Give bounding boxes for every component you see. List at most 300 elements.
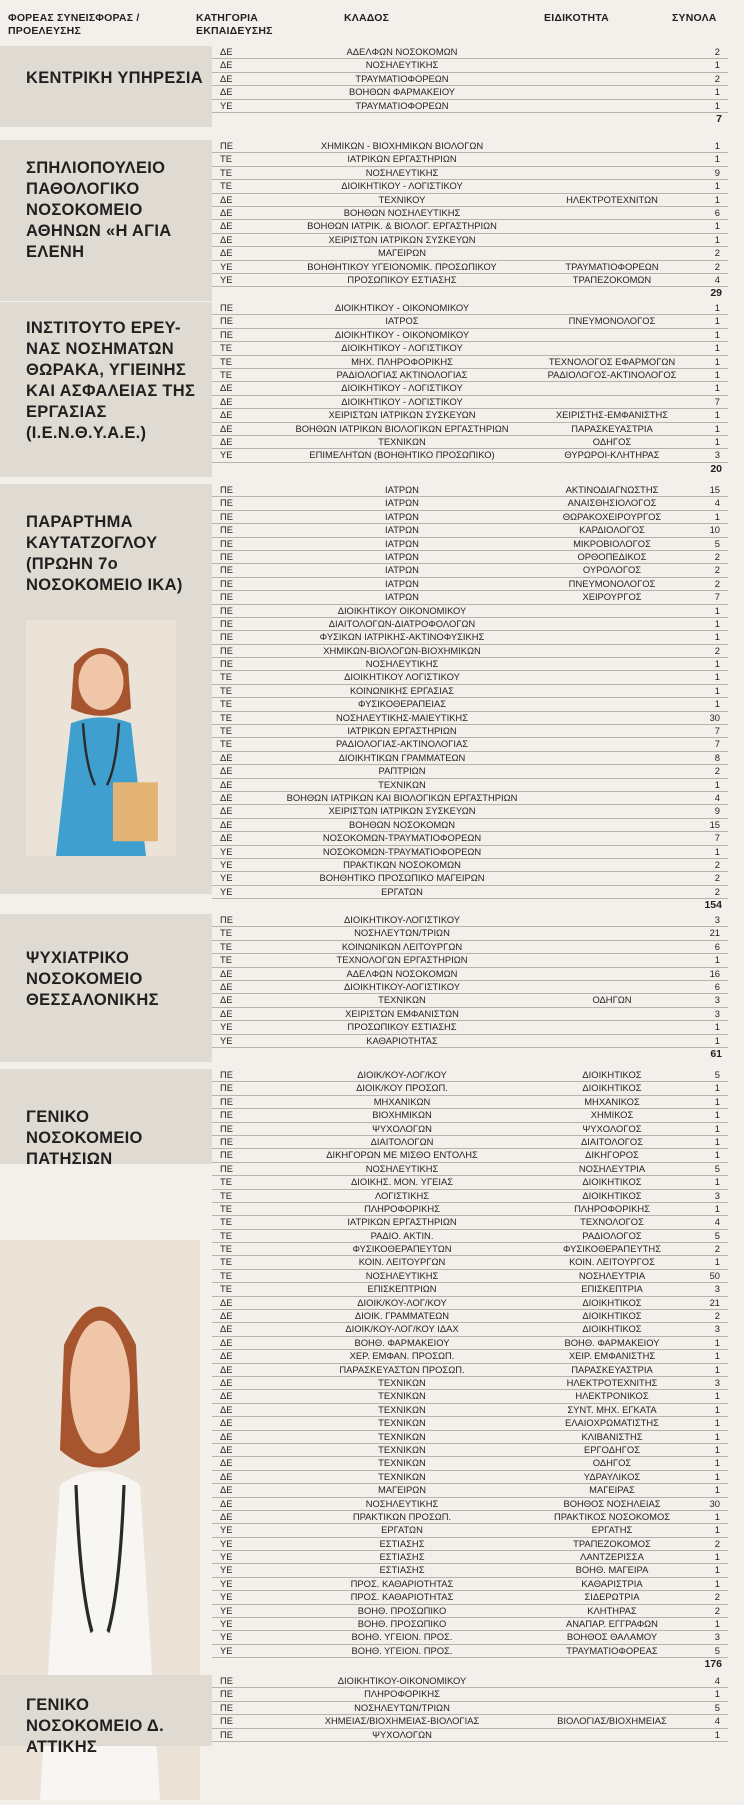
category-cell: ΔΕ <box>220 382 233 394</box>
count-cell: 6 <box>714 206 720 218</box>
count-cell: 2 <box>714 564 720 576</box>
branch-cell: ΤΕΧΝΙΚΩΝ <box>378 1403 426 1415</box>
category-cell: ΠΕ <box>220 914 234 925</box>
branch-cell: ΒΟΗΘΗΤΙΚΟ ΠΡΟΣΩΠΙΚΟ ΜΑΓΕΙΡΩΝ <box>319 872 485 884</box>
category-cell: ΔΕ <box>220 1417 233 1429</box>
branch-cell: ΧΗΜΙΚΩΝ-ΒΙΟΛΟΓΩΝ-ΒΙΟΧΗΜΙΚΩΝ <box>323 644 481 656</box>
count-cell: 2 <box>714 260 720 272</box>
count-cell: 2 <box>714 644 720 656</box>
count-cell: 1 <box>714 1363 720 1375</box>
count-cell: 7 <box>714 591 720 603</box>
table-row <box>212 1551 728 1564</box>
category-cell: ΠΕ <box>220 658 234 670</box>
category-cell: ΔΕ <box>220 1457 233 1469</box>
category-cell: ΤΕ <box>220 1269 232 1281</box>
specialty-cell: ΔΙΟΙΚΗΤΙΚΟΣ <box>582 1189 642 1201</box>
table-row <box>212 927 728 940</box>
table-row <box>212 207 728 220</box>
branch-cell: ΔΙΟΙΚ. ΓΡΑΜΜΑΤΕΩΝ <box>354 1310 450 1322</box>
branch-cell: ΔΙΟΙΚΗΤΙΚΟΥ-ΟΙΚΟΝΟΜΙΚΟΥ <box>337 1675 467 1686</box>
count-cell: 6 <box>714 940 720 952</box>
count-cell: 1 <box>714 1510 720 1522</box>
table-row <box>212 578 728 591</box>
table-row <box>212 1337 728 1350</box>
table-row <box>212 1163 728 1176</box>
count-cell: 4 <box>714 497 720 509</box>
branch-cell: ΧΕΙΡΙΣΤΩΝ ΕΜΦΑΝΙΣΤΩΝ <box>345 1007 459 1019</box>
branch-cell: ΙΑΤΡΩΝ <box>385 537 419 549</box>
specialty-cell: ΔΙΟΙΚΗΤΙΚΟΣ <box>582 1176 642 1188</box>
count-cell: 1 <box>714 1095 720 1107</box>
specialty-cell: ΟΔΗΓΩΝ <box>592 994 632 1006</box>
category-cell: ΠΕ <box>220 1162 234 1174</box>
count-cell: 1 <box>714 1034 720 1046</box>
branch-cell: ΤΡΑΥΜΑΤΙΟΦΟΡΕΩΝ <box>355 99 449 111</box>
branch-cell: ΔΙΟΙΚΗΤΙΚΟΥ-ΛΟΓΙΣΤΙΚΟΥ <box>343 980 461 992</box>
branch-cell: ΕΡΓΑΤΩΝ <box>381 1524 423 1536</box>
section-table <box>212 1675 728 1742</box>
category-cell: ΔΕ <box>220 994 233 1006</box>
category-cell: ΔΕ <box>220 1430 233 1442</box>
specialty-cell: ΒΟΗΘ. ΦΑΡΜΑΚΕΙΟΥ <box>564 1336 660 1348</box>
nurse-photo <box>26 620 176 856</box>
category-cell: ΤΕ <box>220 153 232 165</box>
table-row <box>212 846 728 859</box>
specialty-cell: ΠΝΕΥΜΟΝΟΛΟΓΟΣ <box>568 315 656 327</box>
category-cell: ΔΕ <box>220 980 233 992</box>
specialty-cell: ΟΔΗΓΟΣ <box>592 435 632 447</box>
category-cell: ΥΕ <box>220 858 233 870</box>
table-row <box>212 1243 728 1256</box>
specialty-cell: ΛΑΝΤΖΕΡΙΣΣΑ <box>580 1551 644 1563</box>
count-cell: 2 <box>714 1591 720 1603</box>
category-cell: ΠΕ <box>220 302 234 313</box>
specialty-cell: ΚΛΗΤΗΡΑΣ <box>587 1604 637 1616</box>
table-row <box>212 1578 728 1591</box>
section-table <box>212 914 728 1061</box>
branch-cell: ΝΟΣΟΚΟΜΩΝ-ΤΡΑΥΜΑΤΙΟΦΟΡΕΩΝ <box>322 845 482 857</box>
branch-cell: ΦΥΣΙΚΟΘΕΡΑΠΕΥΤΩΝ <box>352 1243 452 1255</box>
category-cell: ΤΕ <box>220 1189 232 1201</box>
branch-cell: ΤΕΧΝΙΚΩΝ <box>378 994 426 1006</box>
branch-cell: ΝΟΣΗΛΕΥΤΙΚΗΣ <box>365 166 439 178</box>
category-cell: ΠΕ <box>220 315 234 327</box>
count-cell: 3 <box>714 994 720 1006</box>
specialty-cell: ΟΥΡΟΛΟΓΟΣ <box>582 564 642 576</box>
branch-cell: ΠΡΑΚΤΙΚΩΝ ΠΡΟΣΩΠ. <box>352 1510 452 1522</box>
specialty-cell: ΕΛΑΙΟΧΡΩΜΑΤΙΣΤΗΣ <box>565 1417 659 1429</box>
table-row <box>212 954 728 967</box>
count-cell: 3 <box>714 1007 720 1019</box>
branch-cell: ΧΕΡ. ΕΜΦΑΝ. ΠΡΟΣΩΠ. <box>349 1350 455 1362</box>
branch-cell: ΤΡΑΥΜΑΤΙΟΦΟΡΕΩΝ <box>355 72 449 84</box>
category-cell: ΔΕ <box>220 72 233 84</box>
count-cell: 15 <box>709 818 720 830</box>
column-header-category: ΚΑΤΗΓΟΡΙΑ ΕΚΠΑΙΔΕΥΣΗΣ <box>196 12 273 37</box>
table-row <box>212 1216 728 1229</box>
category-cell: ΠΕ <box>220 1122 234 1134</box>
table-row <box>212 1350 728 1363</box>
specialty-cell: ΠΑΡΑΣΚΕΥΑΣΤΡΙΑ <box>571 422 653 434</box>
section-total: 20 <box>710 462 722 475</box>
table-row <box>212 1417 728 1430</box>
count-cell: 1 <box>714 315 720 327</box>
branch-cell: ΒΟΗΘ. ΠΡΟΣΩΠΙΚΟ <box>357 1604 447 1616</box>
branch-cell: ΜΑΓΕΙΡΩΝ <box>377 247 427 259</box>
branch-cell: ΤΕΧΝΙΚΩΝ <box>378 1430 426 1442</box>
table-row <box>212 423 728 436</box>
category-cell: ΔΕ <box>220 1443 233 1455</box>
branch-cell: ΝΟΣΗΛΕΥΤΙΚΗΣ <box>365 59 439 71</box>
count-cell: 2 <box>714 885 720 897</box>
table-row <box>212 1538 728 1551</box>
category-cell: ΠΕ <box>220 1109 234 1121</box>
table-row <box>212 605 728 618</box>
count-cell: 1 <box>714 778 720 790</box>
branch-cell: ΔΙΟΙΚ/ΚΟΥ-ΛΟΓ/ΚΟΥ ΙΔΑΧ <box>345 1323 459 1335</box>
branch-cell: ΕΣΤΙΑΣΗΣ <box>379 1537 425 1549</box>
table-row <box>212 658 728 671</box>
specialty-cell: ΧΕΙΡΟΥΡΓΟΣ <box>582 591 642 603</box>
count-cell: 1 <box>714 1457 720 1469</box>
specialty-cell: ΚΑΘΑΡΙΣΤΡΙΑ <box>581 1577 643 1589</box>
branch-cell: ΙΑΤΡΙΚΩΝ ΕΡΓΑΣΤΗΡΙΩΝ <box>347 1216 457 1228</box>
table-row <box>212 1008 728 1021</box>
table-row <box>212 234 728 247</box>
branch-cell: ΔΙΟΙΚΗΤΙΚΟΥ - ΟΙΚΟΝΟΜΙΚΟΥ <box>334 328 470 340</box>
branch-cell: ΙΑΤΡΩΝ <box>385 484 419 495</box>
table-row <box>212 1631 728 1644</box>
branch-cell: ΧΗΜΙΚΩΝ - ΒΙΟΧΗΜΙΚΩΝ ΒΙΟΛΟΓΩΝ <box>320 140 484 151</box>
category-cell: ΔΕ <box>220 1497 233 1509</box>
count-cell: 3 <box>714 449 720 461</box>
branch-cell: ΒΟΗΘΩΝ ΙΑΤΡΙΚΩΝ ΒΙΟΛΟΓΙΚΩΝ ΕΡΓΑΣΤΗΡΙΩΝ <box>295 422 509 434</box>
table-row <box>212 1123 728 1136</box>
count-cell: 3 <box>714 1376 720 1388</box>
specialty-cell: ΠΡΑΚΤΙΚΟΣ ΝΟΣΟΚΟΜΟΣ <box>553 1510 671 1522</box>
category-cell: ΔΕ <box>220 59 233 71</box>
count-cell: 1 <box>714 1470 720 1482</box>
count-cell: 1 <box>714 1135 720 1147</box>
category-cell: ΔΕ <box>220 1363 233 1375</box>
count-cell: 1 <box>714 1443 720 1455</box>
specialty-cell: ΤΡΑΥΜΑΤΙΟΦΟΡΕΑΣ <box>566 1644 658 1656</box>
count-cell: 1 <box>714 1350 720 1362</box>
count-cell: 4 <box>714 1216 720 1228</box>
branch-cell: ΠΡΟΣΩΠΙΚΟΥ ΕΣΤΙΑΣΗΣ <box>347 273 457 285</box>
count-cell: 1 <box>714 1149 720 1161</box>
count-cell: 3 <box>714 914 720 925</box>
count-cell: 5 <box>714 1069 720 1080</box>
table-row <box>212 712 728 725</box>
specialty-cell: ΡΑΔΙΟΛΟΓΟΣ-ΑΚΤΙΝΟΛΟΓΟΣ <box>547 368 677 380</box>
specialty-cell: ΑΝΑΠΑΡ. ΕΓΓΡΑΦΩΝ <box>566 1618 658 1630</box>
specialty-cell: ΔΙΟΙΚΗΤΙΚΟΣ <box>582 1069 642 1080</box>
table-row <box>212 153 728 166</box>
category-cell: ΔΕ <box>220 1007 233 1019</box>
table-row <box>212 511 728 524</box>
branch-cell: ΝΟΣΗΛΕΥΤΩΝ/ΤΡΙΩΝ <box>354 1701 450 1713</box>
table-row <box>212 792 728 805</box>
count-cell: 1 <box>714 422 720 434</box>
category-cell: ΔΕ <box>220 1470 233 1482</box>
table-row <box>212 329 728 342</box>
specialty-cell: ΤΡΑΠΕΖΟΚΟΜΩΝ <box>572 273 652 285</box>
category-cell: ΤΕ <box>220 180 232 192</box>
branch-cell: ΧΕΙΡΙΣΤΩΝ ΙΑΤΡΙΚΩΝ ΣΥΣΚΕΥΩΝ <box>328 233 476 245</box>
count-cell: 1 <box>714 1082 720 1094</box>
table-row <box>212 274 728 287</box>
category-cell: ΤΕ <box>220 940 232 952</box>
branch-cell: ΙΑΤΡΩΝ <box>385 497 419 509</box>
branch-cell: ΙΑΤΡΟΣ <box>385 315 419 327</box>
table-row <box>212 449 728 462</box>
count-cell: 1 <box>714 845 720 857</box>
category-cell: ΔΕ <box>220 1296 233 1308</box>
specialty-cell: ΥΔΡΑΥΛΙΚΟΣ <box>583 1470 641 1482</box>
branch-cell: ΙΑΤΡΩΝ <box>385 510 419 522</box>
specialty-cell: ΠΑΡΑΣΚΕΥΑΣΤΡΙΑ <box>571 1363 653 1375</box>
section-total: 29 <box>710 287 722 300</box>
category-cell: ΤΕ <box>220 738 232 750</box>
count-cell: 3 <box>714 1283 720 1295</box>
specialty-cell: ΔΙΟΙΚΗΤΙΚΟΣ <box>582 1310 642 1322</box>
count-cell: 1 <box>714 1430 720 1442</box>
count-cell: 4 <box>714 1715 720 1727</box>
branch-cell: ΜΗΧΑΝΙΚΩΝ <box>373 1095 431 1107</box>
table-row <box>212 698 728 711</box>
table-row <box>212 194 728 207</box>
category-cell: ΠΕ <box>220 140 234 151</box>
table-row <box>212 497 728 510</box>
branch-cell: ΚΟΙΝ. ΛΕΙΤΟΥΡΓΩΝ <box>358 1256 446 1268</box>
table-row <box>212 685 728 698</box>
table-row <box>212 886 728 899</box>
count-cell: 5 <box>714 1701 720 1713</box>
specialty-cell: ΒΟΗΘΟΣ ΝΟΣΗΛΕΙΑΣ <box>563 1497 661 1509</box>
specialty-cell: ΔΙΟΙΚΗΤΙΚΟΣ <box>582 1296 642 1308</box>
count-cell: 1 <box>714 1256 720 1268</box>
count-cell: 1 <box>714 220 720 232</box>
count-cell: 1 <box>714 684 720 696</box>
count-cell: 3 <box>714 1323 720 1335</box>
branch-cell: ΕΠΙΣΚΕΠΤΡΙΩΝ <box>367 1283 437 1295</box>
specialty-cell: ΤΡΑΥΜΑΤΙΟΦΟΡΕΩΝ <box>565 260 659 272</box>
specialty-cell: ΗΛΕΚΤΡΟΤΕΧΝΙΤΩΝ <box>566 193 658 205</box>
specialty-cell: ΝΟΣΗΛΕΥΤΡΙΑ <box>578 1269 646 1281</box>
category-cell: ΠΕ <box>220 1082 234 1094</box>
specialty-cell: ΚΑΡΔΙΟΛΟΓΟΣ <box>579 524 645 536</box>
category-cell: ΔΕ <box>220 409 233 421</box>
table-row <box>212 671 728 684</box>
category-cell: ΔΕ <box>220 46 233 57</box>
table-row <box>212 1256 728 1269</box>
category-cell: ΔΕ <box>220 832 233 844</box>
section-table <box>212 140 728 300</box>
count-cell: 2 <box>714 872 720 884</box>
table-row <box>212 409 728 422</box>
category-cell: ΥΕ <box>220 99 233 111</box>
category-cell: ΤΕ <box>220 1256 232 1268</box>
category-cell: ΥΕ <box>220 1564 233 1576</box>
table-row <box>212 725 728 738</box>
count-cell: 1 <box>714 193 720 205</box>
category-cell: ΔΕ <box>220 1484 233 1496</box>
table-row <box>212 180 728 193</box>
count-cell: 2 <box>714 247 720 259</box>
specialty-cell: ΕΡΓΑΤΗΣ <box>591 1524 633 1536</box>
branch-cell: ΔΙΟΙΚ/ΚΟΥ ΠΡΟΣΩΠ. <box>356 1082 448 1094</box>
count-cell: 1 <box>714 382 720 394</box>
section-table <box>212 1069 728 1671</box>
table-row <box>212 738 728 751</box>
branch-cell: ΤΕΧΝΙΚΟΥ <box>378 193 426 205</box>
branch-cell: ΕΣΤΙΑΣΗΣ <box>379 1564 425 1576</box>
table-row <box>212 167 728 180</box>
table-row <box>212 247 728 260</box>
specialty-cell: ΘΩΡΑΚΟΧΕΙΡΟΥΡΓΟΣ <box>562 510 662 522</box>
branch-cell: ΡΑΔΙΟ. ΑΚΤΙΝ. <box>370 1229 434 1241</box>
count-cell: 8 <box>714 751 720 763</box>
branch-cell: ΙΑΤΡΩΝ <box>385 564 419 576</box>
branch-cell: ΑΔΕΛΦΩΝ ΝΟΣΟΚΟΜΩΝ <box>346 46 458 57</box>
count-cell: 1 <box>714 99 720 111</box>
branch-cell: ΠΡΑΚΤΙΚΩΝ ΝΟΣΟΚΟΜΩΝ <box>343 858 461 870</box>
table-row <box>212 1729 728 1742</box>
count-cell: 1 <box>714 617 720 629</box>
category-cell: ΔΕ <box>220 1510 233 1522</box>
category-cell: ΤΕ <box>220 1216 232 1228</box>
count-cell: 9 <box>714 805 720 817</box>
category-cell: ΔΕ <box>220 193 233 205</box>
table-row <box>212 1149 728 1162</box>
specialty-cell: ΤΕΧΝΟΛΟΓΟΣ <box>580 1216 644 1228</box>
category-cell: ΥΕ <box>220 885 233 897</box>
count-cell: 1 <box>714 1618 720 1630</box>
specialty-cell: ΤΕΧΝΟΛΟΓΟΣ ΕΦΑΡΜΟΓΩΝ <box>548 355 676 367</box>
category-cell: ΥΕ <box>220 1537 233 1549</box>
category-cell: ΔΕ <box>220 1390 233 1402</box>
branch-cell: ΙΑΤΡΩΝ <box>385 524 419 536</box>
branch-cell: ΒΟΗΘΩΝ ΦΑΡΜΑΚΕΙΟΥ <box>348 86 456 98</box>
count-cell: 16 <box>709 967 720 979</box>
table-row <box>212 524 728 537</box>
table-row <box>212 1176 728 1189</box>
category-cell: ΥΕ <box>220 1034 233 1046</box>
category-cell: ΠΕ <box>220 1069 234 1080</box>
category-cell: ΔΕ <box>220 1350 233 1362</box>
specialty-cell: ΠΝΕΥΜΟΝΟΛΟΓΟΣ <box>568 577 656 589</box>
specialty-cell: ΗΛΕΚΤΡΟΤΕΧΝΙΤΗΣ <box>566 1376 658 1388</box>
branch-cell: ΒΟΗΘ. ΥΓΕΙΟΝ. ΠΡΟΣ. <box>351 1644 453 1656</box>
count-cell: 1 <box>714 604 720 616</box>
category-cell: ΔΕ <box>220 435 233 447</box>
branch-cell: ΠΛΗΡΟΦΟΡΙΚΗΣ <box>364 1202 440 1214</box>
count-cell: 1 <box>714 1390 720 1402</box>
category-cell: ΔΕ <box>220 818 233 830</box>
branch-cell: ΒΙΟΧΗΜΙΚΩΝ <box>372 1109 432 1121</box>
table-row <box>212 564 728 577</box>
count-cell: 1 <box>714 302 720 313</box>
table-row <box>212 315 728 328</box>
category-cell: ΥΕ <box>220 845 233 857</box>
branch-cell: ΒΟΗΘΩΝ ΝΟΣΟΚΟΜΩΝ <box>349 818 455 830</box>
table-row <box>212 220 728 233</box>
table-row <box>212 356 728 369</box>
table-header <box>0 0 744 42</box>
section-name: ΚΕΝΤΡΙΚΗ ΥΠΗΡΕΣΙΑ <box>26 69 203 87</box>
nurse-illustration <box>26 620 176 856</box>
specialty-cell: ΒΙΟΛΟΓΙΑΣ/ΒΙΟΧΗΜΕΙΑΣ <box>557 1715 667 1727</box>
category-cell: ΠΕ <box>220 1728 234 1740</box>
table-row <box>212 1109 728 1122</box>
category-cell: ΠΕ <box>220 617 234 629</box>
branch-cell: ΝΟΣΗΛΕΥΤΙΚΗΣ <box>365 658 439 670</box>
branch-cell: ΜΑΓΕΙΡΩΝ <box>377 1484 427 1496</box>
table-row <box>212 100 728 113</box>
specialty-cell: ΔΙΚΗΓΟΡΟΣ <box>585 1149 639 1161</box>
section-name: ΙΝΣΤΙΤΟΥΤΟ ΕΡΕΥ- ΝΑΣ ΝΟΣΗΜΑΤΩΝ ΘΩΡΑΚΑ, ΥΓΙΕΙΝΗΣ ΚΑΙ ΑΣΦΑΛΕΙΑΣ ΤΗΣ ΕΡΓΑΣΙΑΣ (Ι.Ε.Ν.Θ.Υ.Α.Ε.) <box>26 319 196 442</box>
specialty-cell: ΒΟΗΘ. ΜΑΓΕΙΡΑ <box>575 1564 649 1576</box>
count-cell: 4 <box>714 273 720 285</box>
table-row <box>212 1283 728 1296</box>
branch-cell: ΕΡΓΑΤΩΝ <box>381 885 423 897</box>
specialty-cell: ΜΙΚΡΟΒΙΟΛΟΓΟΣ <box>573 537 651 549</box>
table-row <box>212 86 728 99</box>
column-header-total: ΣΥΝΟΛΑ <box>672 12 717 24</box>
category-cell: ΥΕ <box>220 1577 233 1589</box>
table-row <box>212 382 728 395</box>
table-row <box>212 140 728 153</box>
branch-cell: ΧΗΜΕΙΑΣ/ΒΙΟΧΗΜΕΙΑΣ-ΒΙΟΛΟΓΙΑΣ <box>324 1715 480 1727</box>
branch-cell: ΚΟΙΝΩΝΙΚΩΝ ΛΕΙΤΟΥΡΓΩΝ <box>341 940 463 952</box>
section-total: 176 <box>704 1658 722 1671</box>
table-row <box>212 981 728 994</box>
specialty-cell: ΚΟΙΝ. ΛΕΙΤΟΥΡΓΟΣ <box>569 1256 655 1268</box>
category-cell: ΥΕ <box>220 1021 233 1033</box>
category-cell: ΔΕ <box>220 395 233 407</box>
count-cell: 1 <box>714 1484 720 1496</box>
table-row <box>212 551 728 564</box>
table-row <box>212 968 728 981</box>
category-cell: ΥΕ <box>220 273 233 285</box>
count-cell: 1 <box>714 328 720 340</box>
count-cell: 1 <box>714 1577 720 1589</box>
count-cell: 10 <box>709 524 720 536</box>
table-row <box>212 1082 728 1095</box>
count-cell: 1 <box>714 355 720 367</box>
table-row <box>212 1605 728 1618</box>
table-row <box>212 1457 728 1470</box>
table-row <box>212 631 728 644</box>
specialty-cell: ΣΙΔΕΡΩΤΡΙΑ <box>584 1591 640 1603</box>
table-row <box>212 1564 728 1577</box>
branch-cell: ΡΑΔΙΟΛΟΓΙΑΣ ΑΚΤΙΝΟΛΟΓΙΑΣ <box>336 368 468 380</box>
branch-cell: ΡΑΠΤΡΙΩΝ <box>378 765 426 777</box>
branch-cell: ΕΣΤΙΑΣΗΣ <box>379 1551 425 1563</box>
specialty-cell: ΚΛΙΒΑΝΙΣΤΗΣ <box>581 1430 643 1442</box>
count-cell: 1 <box>714 1417 720 1429</box>
table-row <box>212 859 728 872</box>
branch-cell: ΒΟΗΘΩΝ ΙΑΤΡΙΚΩΝ ΚΑΙ ΒΙΟΛΟΓΙΚΩΝ ΕΡΓΑΣΤΗΡΙΩΝ <box>286 791 518 803</box>
category-cell: ΠΕ <box>220 1095 234 1107</box>
specialty-cell: ΕΡΓΟΔΗΓΟΣ <box>583 1443 641 1455</box>
table-row <box>212 1484 728 1497</box>
table-row <box>212 1591 728 1604</box>
specialty-cell: ΟΔΗΓΟΣ <box>592 1457 632 1469</box>
table-row <box>212 1323 728 1336</box>
count-cell: 1 <box>714 233 720 245</box>
